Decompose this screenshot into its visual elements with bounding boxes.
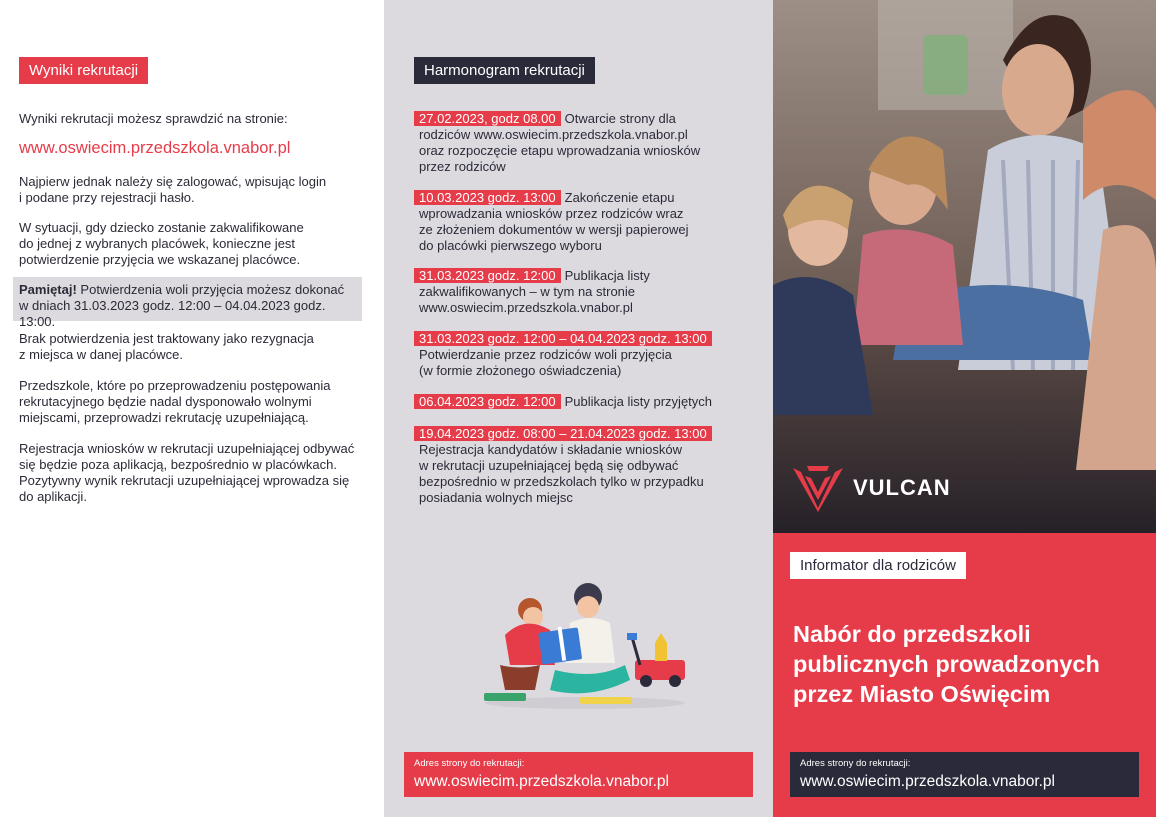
address-link[interactable]: www.oswiecim.przedszkola.vnabor.pl	[414, 773, 669, 790]
schedule-text: Publikacja listy	[564, 268, 650, 283]
headline-line: publicznych prowadzonych	[793, 651, 1100, 677]
text-line: Przedszkole, które po przeprowadzeniu postępowania	[19, 378, 331, 393]
cover-panel	[773, 0, 1156, 817]
children-reading-illustration	[470, 575, 700, 715]
results-intro: Wyniki rekrutacji możesz sprawdzić na stronie:	[19, 111, 288, 126]
schedule-date: 06.04.2023 godz. 12:00	[414, 394, 561, 409]
text-line: Rejestracja wniosków w rekrutacji uzupełniającej odbywać	[19, 441, 355, 456]
text-line: z miejsca w danej placówce.	[19, 347, 184, 362]
text-line: miejscami, przeprowadzi rekrutację uzupełniającą.	[19, 410, 309, 425]
text-line: i podane przy rejestracji hasło.	[19, 190, 195, 205]
recruitment-link[interactable]: www.oswiecim.przedszkola.vnabor.pl	[19, 139, 291, 157]
reminder-box	[13, 277, 362, 329]
middle-address-box	[404, 752, 753, 797]
schedule-heading: Harmonogram rekrutacji	[414, 57, 595, 84]
schedule-item	[414, 331, 734, 379]
main-headline	[793, 619, 1143, 709]
qualification-paragraph	[19, 220, 364, 268]
vulcan-logo	[789, 462, 951, 514]
address-label: Adres strony do rekrutacji:	[414, 758, 525, 769]
schedule-item	[414, 190, 734, 254]
resignation-paragraph	[19, 331, 364, 363]
results-heading: Wyniki rekrutacji	[19, 57, 148, 84]
address-label: Adres strony do rekrutacji:	[800, 758, 911, 769]
schedule-item	[414, 111, 734, 175]
supplementary-paragraph	[19, 378, 364, 426]
schedule-text: Publikacja listy przyjętych	[564, 394, 713, 409]
headline-line: Nabór do przedszkoli	[793, 621, 1031, 647]
text-line: Brak potwierdzenia jest traktowany jako rezygnacja	[19, 331, 314, 346]
text-line: się będzie poza aplikacją, bezpośrednio w placówkach.	[19, 457, 337, 472]
text-line: w dniach 31.03.2023 godz. 12:00 – 04.04.2023 godz. 13:00.	[19, 298, 326, 329]
schedule-text: (w formie złożonego oświadczenia)	[419, 363, 622, 378]
text-line: Pozytywny wynik rekrutacji uzupełniającej wprowadza się	[19, 473, 350, 488]
schedule-text: Zakończenie etapu	[564, 190, 675, 205]
informator-tag: Informator dla rodziców	[790, 552, 966, 579]
schedule-item	[414, 394, 734, 410]
schedule-text: wprowadzania wniosków przez rodziców wraz	[419, 206, 684, 221]
schedule-item	[414, 268, 734, 316]
schedule-date: 19.04.2023 godz. 08:00 – 21.04.2023 godz. 13:00	[414, 426, 712, 441]
schedule-text: zakwalifikowanych – w tym na stronie	[419, 284, 636, 299]
schedule-text: w rekrutacji uzupełniającej będą się odbywać	[419, 458, 679, 473]
reminder-label: Pamiętaj!	[19, 282, 77, 297]
schedule-text: Rejestracja kandydatów i składanie wniosków	[419, 442, 683, 457]
children-with-teacher-photo	[773, 0, 1156, 533]
text-line	[19, 282, 356, 298]
schedule-text: oraz rozpoczęcie etapu wprowadzania wniosków	[419, 143, 701, 158]
text-line: Najpierw jednak należy się zalogować, wpisując login	[19, 174, 327, 189]
registration-paragraph	[19, 441, 364, 505]
schedule-date: 27.02.2023, godz 08.00	[414, 111, 561, 126]
schedule-text: do placówki pierwszego wyboru	[419, 238, 602, 253]
login-paragraph	[19, 174, 364, 206]
schedule-date: 31.03.2023 godz. 12:00 – 04.04.2023 godz. 13:00	[414, 331, 712, 346]
schedule-text: bezpośrednio w przedszkolach tylko w przypadku	[419, 474, 704, 489]
schedule-date: 31.03.2023 godz. 12:00	[414, 268, 561, 283]
schedule-text: ze złożeniem dokumentów w wersji papierowej	[419, 222, 689, 237]
results-panel	[0, 0, 384, 817]
text-line: rekrutacyjnego będzie nadal dysponowało wolnymi	[19, 394, 312, 409]
vulcan-logo-text: VULCAN	[853, 475, 951, 500]
schedule-text: przez rodziców	[419, 159, 506, 174]
text-line: do aplikacji.	[19, 489, 87, 504]
right-address-box	[790, 752, 1139, 797]
schedule-date: 10.03.2023 godz. 13:00	[414, 190, 561, 205]
schedule-text: rodziców www.oswiecim.przedszkola.vnabor.pl	[419, 127, 688, 142]
vulcan-logo-icon	[789, 462, 847, 514]
text-line: W sytuacji, gdy dziecko zostanie zakwalifikowane	[19, 220, 304, 235]
schedule-text: Potwierdzanie przez rodziców woli przyjęcia	[419, 347, 672, 362]
reminder-text: Potwierdzenia woli przyjęcia możesz dokonać	[76, 282, 345, 297]
schedule-text: posiadania wolnych miejsc	[419, 490, 573, 505]
schedule-text: Otwarcie strony dla	[564, 111, 676, 126]
text-line: do jednej z wybranych placówek, konieczne jest	[19, 236, 296, 251]
schedule-item	[414, 426, 734, 506]
address-link[interactable]: www.oswiecim.przedszkola.vnabor.pl	[800, 773, 1055, 790]
headline-line: przez Miasto Oświęcim	[793, 681, 1051, 707]
text-line: potwierdzenie przyjęcia we wskazanej placówce.	[19, 252, 301, 267]
schedule-text: www.oswiecim.przedszkola.vnabor.pl	[419, 300, 633, 315]
